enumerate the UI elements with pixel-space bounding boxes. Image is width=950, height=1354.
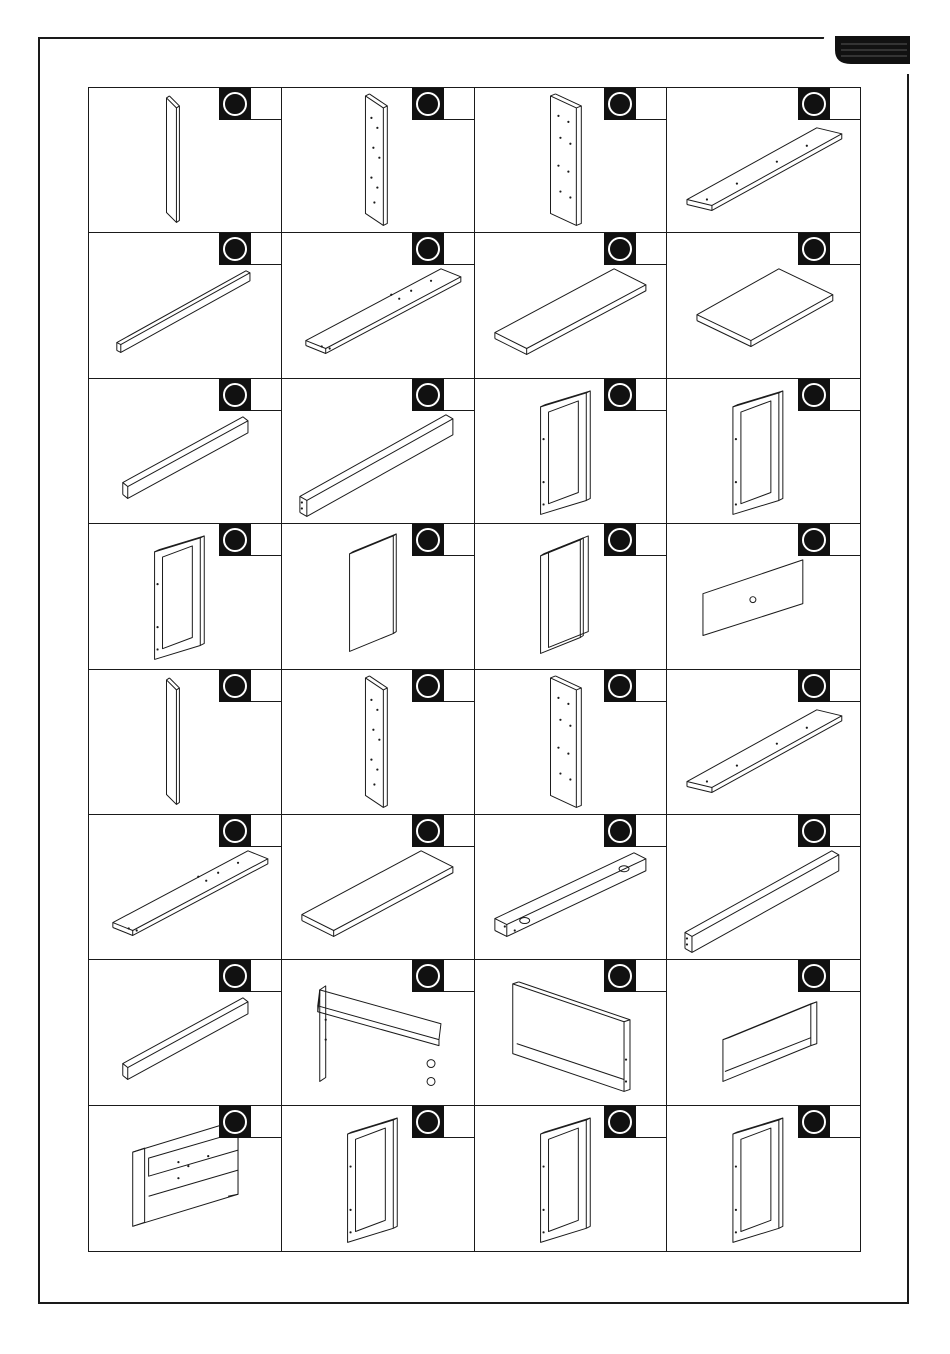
part-drawing-drawer-box xyxy=(89,1106,281,1251)
part-number-badge-icon xyxy=(798,960,830,992)
part-cell xyxy=(475,233,668,378)
badge-underline xyxy=(444,1137,474,1138)
part-number-badge-icon xyxy=(798,1106,830,1138)
part-cell xyxy=(475,670,668,815)
part-cell xyxy=(475,379,668,524)
part-drawing-rail-thin xyxy=(89,233,281,377)
part-drawing-door-frame xyxy=(475,379,667,523)
badge-underline xyxy=(444,555,474,556)
part-drawing-board-flat xyxy=(282,815,474,959)
badge-underline xyxy=(636,264,666,265)
part-number-badge-icon xyxy=(219,379,251,411)
part-number-badge-icon xyxy=(219,1106,251,1138)
badge-underline xyxy=(830,119,860,120)
page-corner-tab-icon xyxy=(815,30,915,74)
part-drawing-back-panel-hole xyxy=(667,524,860,668)
badge-underline xyxy=(830,410,860,411)
badge-underline xyxy=(251,410,281,411)
part-number-badge-icon xyxy=(412,960,444,992)
part-drawing-side-panel-holes xyxy=(475,670,667,814)
part-number-badge-icon xyxy=(219,88,251,120)
part-cell xyxy=(282,960,475,1105)
part-number-badge-icon xyxy=(412,379,444,411)
part-drawing-plank-v xyxy=(89,88,281,232)
part-drawing-door-frame xyxy=(282,1106,474,1251)
badge-underline xyxy=(251,846,281,847)
parts-grid xyxy=(88,87,861,1252)
badge-underline xyxy=(636,410,666,411)
part-cell xyxy=(89,233,282,378)
part-drawing-shelf-drilled xyxy=(89,815,281,959)
part-number-badge-icon xyxy=(798,88,830,120)
part-number-badge-icon xyxy=(412,1106,444,1138)
badge-underline xyxy=(444,264,474,265)
part-cell xyxy=(89,88,282,233)
part-number-badge-icon xyxy=(412,670,444,702)
part-number-badge-icon xyxy=(798,233,830,265)
part-drawing-panel-double xyxy=(475,524,667,668)
part-cell xyxy=(89,524,282,669)
part-number-badge-icon xyxy=(412,233,444,265)
badge-underline xyxy=(444,846,474,847)
part-cell xyxy=(282,233,475,378)
part-number-badge-icon xyxy=(604,524,636,556)
part-drawing-board-flat xyxy=(475,233,667,377)
part-number-badge-icon xyxy=(798,524,830,556)
part-number-badge-icon xyxy=(604,233,636,265)
part-number-badge-icon xyxy=(604,1106,636,1138)
part-number-badge-icon xyxy=(798,379,830,411)
part-cell xyxy=(89,960,282,1105)
part-drawing-board-wide xyxy=(667,233,860,377)
part-number-badge-icon xyxy=(219,233,251,265)
part-drawing-door-frame xyxy=(89,524,281,668)
part-cell xyxy=(475,88,668,233)
part-number-badge-icon xyxy=(798,815,830,847)
part-cell xyxy=(667,233,860,378)
badge-underline xyxy=(444,119,474,120)
part-drawing-drawer-side xyxy=(475,960,667,1104)
part-number-badge-icon xyxy=(219,815,251,847)
part-number-badge-icon xyxy=(604,670,636,702)
part-drawing-shelf-long xyxy=(667,670,860,814)
part-drawing-rail-wide xyxy=(667,815,860,959)
badge-underline xyxy=(830,1137,860,1138)
part-cell xyxy=(667,1106,860,1251)
part-drawing-door-frame xyxy=(667,1106,860,1251)
part-number-badge-icon xyxy=(412,815,444,847)
part-cell xyxy=(282,379,475,524)
part-number-badge-icon xyxy=(604,379,636,411)
part-number-badge-icon xyxy=(798,670,830,702)
part-drawing-top-board-grommets xyxy=(475,815,667,959)
part-cell xyxy=(89,379,282,524)
part-drawing-shelf-drilled xyxy=(282,233,474,377)
badge-underline xyxy=(251,555,281,556)
badge-underline xyxy=(636,991,666,992)
part-drawing-drawer-front xyxy=(282,960,474,1104)
part-cell xyxy=(282,815,475,960)
part-drawing-drawer-back xyxy=(667,960,860,1104)
part-number-badge-icon xyxy=(412,524,444,556)
part-drawing-panel-thin xyxy=(282,524,474,668)
part-drawing-door-frame xyxy=(667,379,860,523)
part-cell xyxy=(89,670,282,815)
part-cell xyxy=(475,1106,668,1251)
part-cell xyxy=(282,88,475,233)
part-drawing-rail xyxy=(89,379,281,523)
part-number-badge-icon xyxy=(604,815,636,847)
part-drawing-rail xyxy=(89,960,281,1104)
badge-underline xyxy=(444,991,474,992)
part-cell xyxy=(475,524,668,669)
part-number-badge-icon xyxy=(604,88,636,120)
part-number-badge-icon xyxy=(219,960,251,992)
badge-underline xyxy=(636,555,666,556)
part-drawing-side-panel xyxy=(282,88,474,232)
badge-underline xyxy=(636,119,666,120)
badge-underline xyxy=(251,119,281,120)
part-cell xyxy=(667,670,860,815)
badge-underline xyxy=(830,991,860,992)
part-cell xyxy=(475,960,668,1105)
badge-underline xyxy=(251,1137,281,1138)
part-drawing-side-panel-holes xyxy=(475,88,667,232)
part-cell xyxy=(89,1106,282,1251)
part-drawing-door-frame xyxy=(475,1106,667,1251)
part-number-badge-icon xyxy=(219,670,251,702)
part-drawing-plank-v xyxy=(89,670,281,814)
part-cell xyxy=(667,524,860,669)
badge-underline xyxy=(251,264,281,265)
badge-underline xyxy=(830,846,860,847)
badge-underline xyxy=(636,701,666,702)
badge-underline xyxy=(251,701,281,702)
part-number-badge-icon xyxy=(219,524,251,556)
part-cell xyxy=(667,960,860,1105)
part-cell xyxy=(667,379,860,524)
badge-underline xyxy=(830,555,860,556)
part-number-badge-icon xyxy=(604,960,636,992)
badge-underline xyxy=(830,701,860,702)
part-drawing-shelf-long xyxy=(667,88,860,232)
badge-underline xyxy=(444,701,474,702)
part-cell xyxy=(667,88,860,233)
part-drawing-rail-wide xyxy=(282,379,474,523)
badge-underline xyxy=(636,1137,666,1138)
part-cell xyxy=(89,815,282,960)
part-drawing-side-panel xyxy=(282,670,474,814)
badge-underline xyxy=(444,410,474,411)
badge-underline xyxy=(830,264,860,265)
part-number-badge-icon xyxy=(412,88,444,120)
part-cell xyxy=(282,1106,475,1251)
part-cell xyxy=(282,670,475,815)
part-cell xyxy=(475,815,668,960)
part-cell xyxy=(282,524,475,669)
part-cell xyxy=(667,815,860,960)
badge-underline xyxy=(251,991,281,992)
badge-underline xyxy=(636,846,666,847)
